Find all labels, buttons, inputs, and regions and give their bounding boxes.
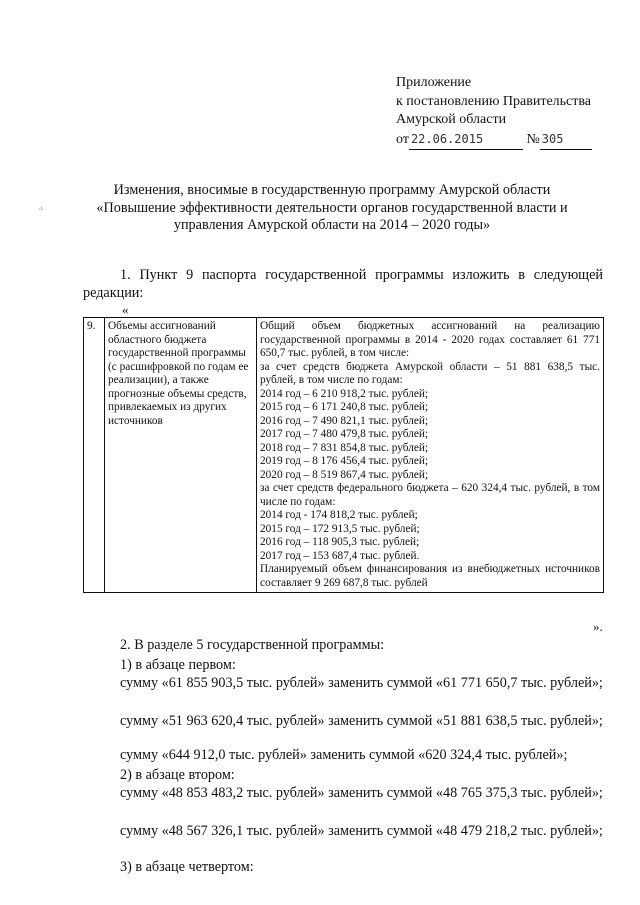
quote-close: ». <box>593 619 603 634</box>
regional-year: 2018 год – 7 831 854,8 тыс. рублей; <box>260 441 429 454</box>
section-heading: 2. В разделе 5 государственной программы: <box>120 637 385 653</box>
replacement-5: сумму «48 567 326,1 тыс. рублей» заменить суммой «48 479 218,2 тыс. рублей»; <box>120 823 603 839</box>
item-1: 1) в абзаце первом: <box>120 657 236 673</box>
number-field <box>540 130 592 151</box>
replacement-1: сумму «61 855 903,5 тыс. рублей» заменить суммой «61 771 650,7 тыс. рублей»; <box>120 675 603 691</box>
annex-header <box>396 74 592 150</box>
item-3: 3) в абзаце четвертом: <box>120 859 254 875</box>
title-line-1: Изменения, вносимые в государственную программу Амурской области <box>113 182 551 198</box>
regional-year: 2019 год – 8 176 456,4 тыс. рублей; <box>260 455 429 467</box>
date-field <box>409 130 523 151</box>
replacement-2: сумму «51 963 620,4 тыс. рублей» заменить суммой «51 881 638,5 тыс. рублей»; <box>120 713 603 729</box>
federal-year: 2016 год – 118 905,3 тыс. рублей; <box>260 536 420 548</box>
title-line-2: «Повышение эффективности деятельности органов государственной власти и <box>96 199 568 216</box>
regional-year: 2015 год – 6 171 240,8 тыс. рублей; <box>260 401 429 413</box>
document-title <box>70 182 594 235</box>
number-value: 305 <box>541 131 564 146</box>
regional-year: 2014 год – 6 210 918,2 тыс. рублей; <box>260 387 429 400</box>
regional-year: 2016 год – 7 490 821,1 тыс. рублей; <box>260 414 429 427</box>
annex-resolution: к постановлению Правительства <box>396 93 592 109</box>
federal-year: 2017 год – 153 687,4 тыс. рублей. <box>260 549 420 562</box>
regional-intro: за счет средств бюджета Амурской области – 51 881 638,5 тыс. рублей, в том числе по годам: <box>260 360 600 386</box>
row-content <box>257 318 604 593</box>
paragraph-1: 1. Пункт 9 паспорта государственной программы изложить в следующей редакции: <box>83 267 603 301</box>
replacement-3: сумму «644 912,0 тыс. рублей» заменить суммой «620 324,4 тыс. рублей»; <box>120 747 568 763</box>
replacement-4: сумму «48 853 483,2 тыс. рублей» заменить суммой «48 765 375,3 тыс. рублей»; <box>120 785 603 801</box>
total-amount: Общий объем бюджетных ассигнований на реализацию государственной программы в 2014 - 2020 годах составляет 61 771 650,7 тыс. рублей, в том числе: <box>260 320 600 359</box>
margin-mark: ·¹ <box>38 205 44 214</box>
federal-intro: за счет средств федерального бюджета – 620 324,4 тыс. рублей, в том числе по годам: <box>260 482 600 508</box>
row-number: 9. <box>84 318 105 593</box>
annex-date-line <box>396 130 592 151</box>
date-value: 22.06.2015 <box>410 131 484 146</box>
quote-open: « <box>122 302 129 317</box>
passport-table <box>83 317 604 593</box>
federal-year: 2014 год - 174 818,2 тыс. рублей; <box>260 509 418 521</box>
federal-year: 2015 год – 172 913,5 тыс. рублей; <box>260 522 420 535</box>
title-line-3: управления Амурской области на 2014 – 2020 годы» <box>173 217 491 233</box>
extrabudget-amount: Планируемый объем финансирования из внебюджетных источников составляет 9 269 687,8 тыс. рублей <box>260 563 600 589</box>
annex-region: Амурской области <box>396 112 507 127</box>
number-prefix: № <box>526 131 540 147</box>
regional-year: 2017 год – 7 480 479,8 тыс. рублей; <box>260 428 429 440</box>
item-2: 2) в абзаце втором: <box>120 767 235 783</box>
row-description: Объемы ассигнований областного бюджета государственной программы (с расшифровкой по годам ее реализации), а также прогнозные объемы средств, привлекаемых из других источников <box>105 318 257 593</box>
regional-year: 2020 год – 8 519 867,4 тыс. рублей; <box>260 468 429 481</box>
date-prefix: от <box>396 131 409 147</box>
table-row <box>84 318 604 593</box>
annex-label: Приложение <box>396 75 472 90</box>
